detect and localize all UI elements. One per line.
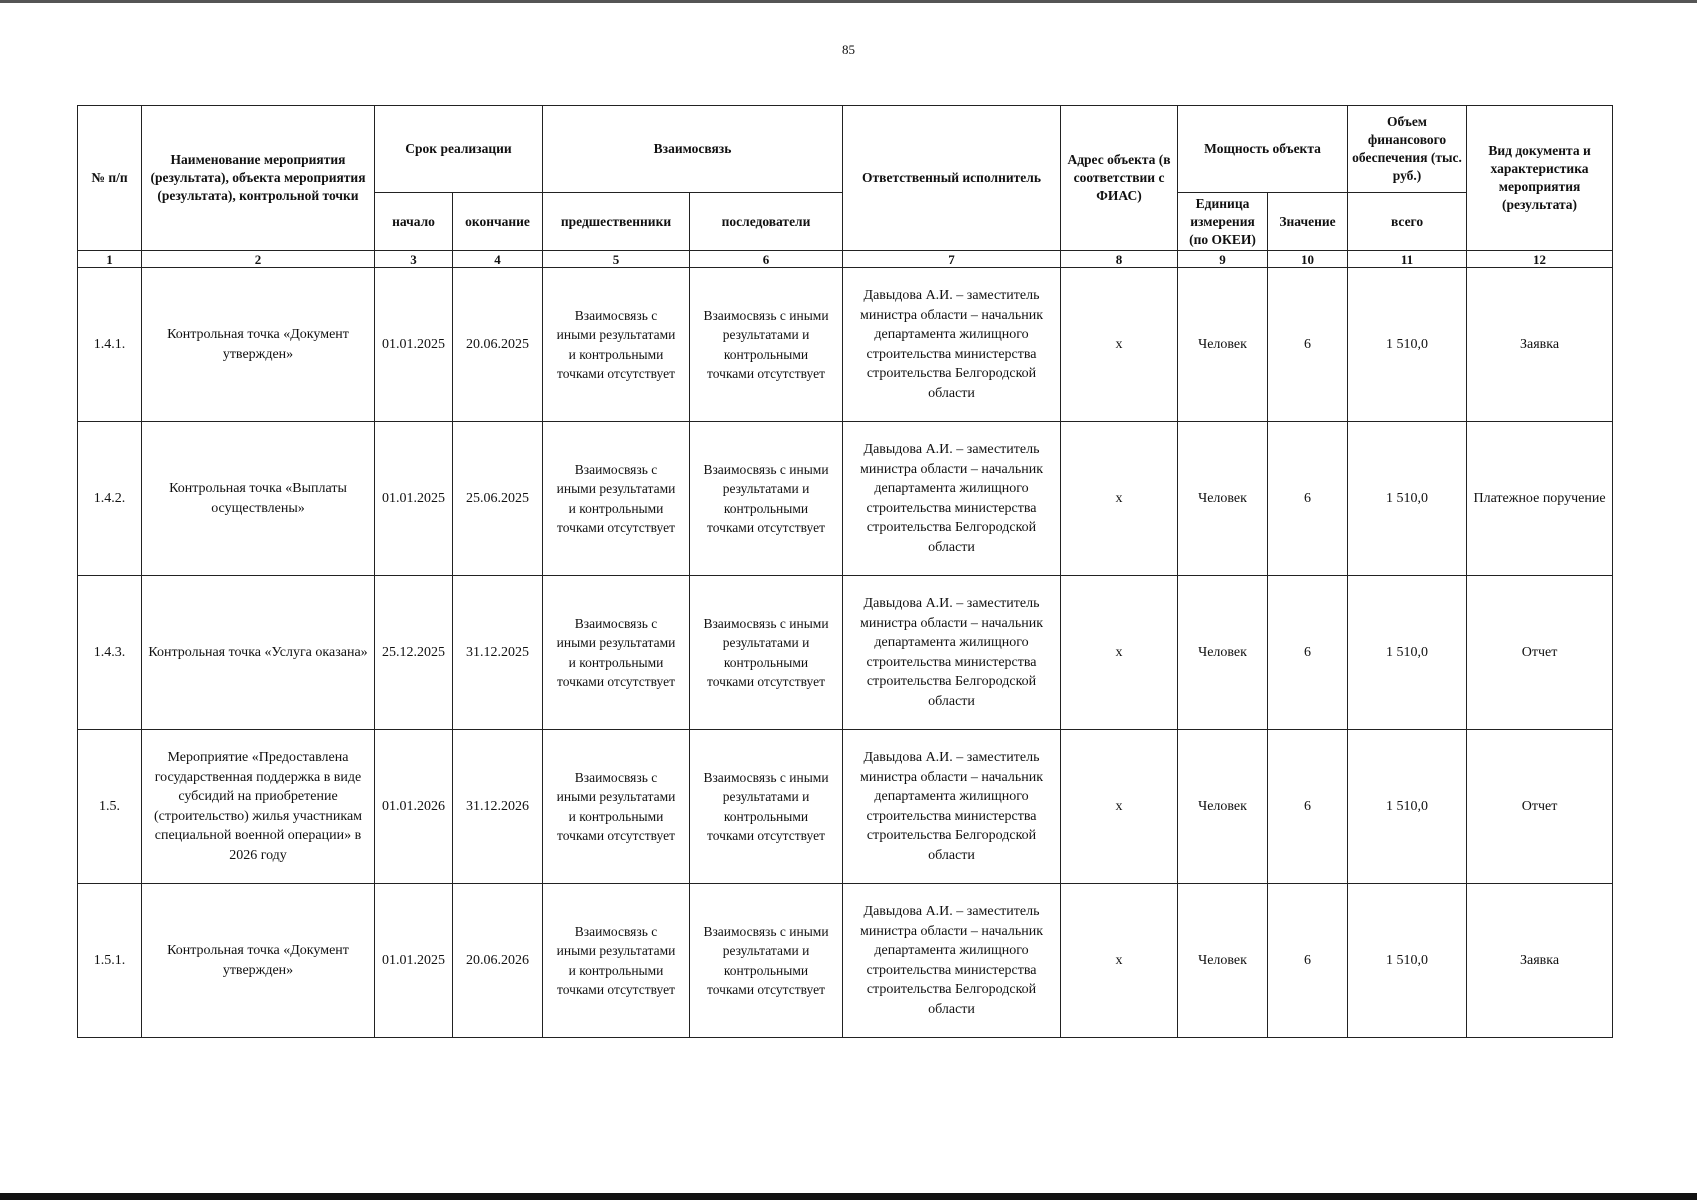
row-value: 6 (1268, 884, 1348, 1038)
row-successors-line: Взаимосвязь с иными (703, 307, 829, 323)
row-successors-line: контрольными (723, 962, 809, 978)
row-predecessors-line: точками отсутствует (557, 366, 675, 381)
row-responsible: Давыдова А.И. – заместитель министра области – начальник департамента жилищного строительства министерства строительства Белгородской области (843, 576, 1061, 730)
top-border-line (0, 0, 1697, 3)
row-start-date: 25.12.2025 (375, 576, 453, 730)
row-name: Контрольная точка «Документ утвержден» (142, 884, 375, 1038)
row-successors-line: результатами и (722, 327, 810, 342)
row-address: x (1061, 268, 1178, 422)
table-row (78, 576, 1613, 730)
row-name: Контрольная точка «Документ утвержден» (142, 268, 375, 422)
table-row (78, 884, 1613, 1038)
row-predecessors-line: иными результатами (556, 635, 676, 650)
row-responsible: Давыдова А.И. – заместитель министра области – начальник департамента жилищного строительства министерства строительства Белгородской области (843, 884, 1061, 1038)
row-successors-line: контрольными (723, 346, 809, 362)
row-successors-line: Взаимосвязь с иными (703, 923, 829, 939)
row-doc-type: Платежное поручение (1467, 422, 1613, 576)
plan-table (77, 105, 1613, 1038)
row-predecessors-line: и контрольными (568, 500, 664, 516)
header-address: Адрес объекта (в соответствии с ФИАС) (1061, 106, 1178, 251)
header-doc-type: Вид документа и характеристика мероприятия (результата) (1467, 106, 1613, 251)
column-number: 10 (1268, 251, 1348, 268)
row-predecessors (543, 884, 690, 1038)
row-responsible: Давыдова А.И. – заместитель министра области – начальник департамента жилищного строительства министерства строительства Белгородской области (843, 268, 1061, 422)
header-finance-total: всего (1348, 193, 1467, 251)
row-successors-line: Взаимосвязь с иными (703, 769, 829, 785)
row-successors-line: точками отсутствует (707, 366, 825, 381)
row-value: 6 (1268, 576, 1348, 730)
column-number: 8 (1061, 251, 1178, 268)
row-end-date: 31.12.2025 (453, 576, 543, 730)
row-address: x (1061, 576, 1178, 730)
row-successors (690, 730, 843, 884)
row-responsible: Давыдова А.И. – заместитель министра области – начальник департамента жилищного строительства министерства строительства Белгородской области (843, 422, 1061, 576)
header-finance: Объем финансового обеспечения (тыс. руб.) (1348, 106, 1467, 193)
row-successors-line: точками отсутствует (707, 520, 825, 535)
row-successors (690, 576, 843, 730)
bottom-border-bar (0, 1193, 1697, 1200)
row-end-date: 31.12.2026 (453, 730, 543, 884)
row-unit: Человек (1178, 268, 1268, 422)
header-num: № п/п (78, 106, 142, 251)
column-number: 3 (375, 251, 453, 268)
row-predecessors-line: иными результатами (556, 481, 676, 496)
row-address: x (1061, 884, 1178, 1038)
row-predecessors-line: точками отсутствует (557, 520, 675, 535)
table-row (78, 422, 1613, 576)
row-responsible: Давыдова А.И. – заместитель министра области – начальник департамента жилищного строительства министерства строительства Белгородской области (843, 730, 1061, 884)
row-finance-total: 1 510,0 (1348, 884, 1467, 1038)
column-number: 2 (142, 251, 375, 268)
row-address: x (1061, 422, 1178, 576)
row-finance-total: 1 510,0 (1348, 268, 1467, 422)
row-predecessors-line: и контрольными (568, 654, 664, 670)
row-end-date: 20.06.2026 (453, 884, 543, 1038)
column-number: 7 (843, 251, 1061, 268)
row-predecessors-line: точками отсутствует (557, 674, 675, 689)
column-number: 4 (453, 251, 543, 268)
row-predecessors-line: Взаимосвязь с (574, 461, 658, 477)
row-successors-line: точками отсутствует (707, 982, 825, 997)
row-successors (690, 268, 843, 422)
row-successors (690, 884, 843, 1038)
row-unit: Человек (1178, 576, 1268, 730)
row-start-date: 01.01.2026 (375, 730, 453, 884)
header-successors: последователи (690, 193, 843, 251)
row-predecessors-line: и контрольными (568, 808, 664, 824)
header-capacity: Мощность объекта (1178, 106, 1348, 193)
row-predecessors (543, 576, 690, 730)
row-predecessors (543, 730, 690, 884)
row-successors-line: Взаимосвязь с иными (703, 615, 829, 631)
header-unit: Единица измерения (по ОКЕИ) (1178, 193, 1268, 251)
row-successors (690, 422, 843, 576)
header-responsible: Ответственный исполнитель (843, 106, 1061, 251)
row-predecessors-line: точками отсутствует (557, 828, 675, 843)
header-relation: Взаимосвязь (543, 106, 843, 193)
row-successors-line: контрольными (723, 500, 809, 516)
row-finance-total: 1 510,0 (1348, 576, 1467, 730)
row-predecessors-line: Взаимосвязь с (574, 307, 658, 323)
row-unit: Человек (1178, 884, 1268, 1038)
row-successors-line: Взаимосвязь с иными (703, 461, 829, 477)
row-number: 1.4.1. (78, 268, 142, 422)
row-value: 6 (1268, 422, 1348, 576)
row-finance-total: 1 510,0 (1348, 422, 1467, 576)
row-predecessors-line: точками отсутствует (557, 982, 675, 997)
row-end-date: 25.06.2025 (453, 422, 543, 576)
row-predecessors-line: и контрольными (568, 962, 664, 978)
page-number: 85 (842, 42, 855, 57)
row-value: 6 (1268, 730, 1348, 884)
row-name: Контрольная точка «Выплаты осуществлены» (142, 422, 375, 576)
table-row (78, 268, 1613, 422)
row-unit: Человек (1178, 422, 1268, 576)
row-number: 1.5. (78, 730, 142, 884)
row-start-date: 01.01.2025 (375, 884, 453, 1038)
row-doc-type: Отчет (1467, 730, 1613, 884)
row-successors-line: контрольными (723, 808, 809, 824)
row-predecessors-line: иными результатами (556, 943, 676, 958)
column-number: 11 (1348, 251, 1467, 268)
row-successors-line: точками отсутствует (707, 674, 825, 689)
row-number: 1.5.1. (78, 884, 142, 1038)
row-name: Контрольная точка «Услуга оказана» (142, 576, 375, 730)
row-predecessors-line: иными результатами (556, 327, 676, 342)
row-number: 1.4.2. (78, 422, 142, 576)
header-predecessors: предшественники (543, 193, 690, 251)
row-doc-type: Отчет (1467, 576, 1613, 730)
row-predecessors-line: иными результатами (556, 789, 676, 804)
row-address: x (1061, 730, 1178, 884)
row-predecessors-line: Взаимосвязь с (574, 923, 658, 939)
column-number: 5 (543, 251, 690, 268)
row-predecessors (543, 268, 690, 422)
column-number: 9 (1178, 251, 1268, 268)
row-doc-type: Заявка (1467, 268, 1613, 422)
row-name: Мероприятие «Предоставлена государственная поддержка в виде субсидий на приобретение (строительство) жилья участникам специальной военной операции» в 2026 году (142, 730, 375, 884)
column-number: 1 (78, 251, 142, 268)
row-successors-line: контрольными (723, 654, 809, 670)
column-numbers-row (78, 251, 1613, 268)
row-successors-line: результатами и (722, 789, 810, 804)
row-predecessors-line: Взаимосвязь с (574, 769, 658, 785)
row-predecessors-line: Взаимосвязь с (574, 615, 658, 631)
column-number: 6 (690, 251, 843, 268)
header-name: Наименование мероприятия (результата), объекта мероприятия (результата), контрольной точки (142, 106, 375, 251)
row-finance-total: 1 510,0 (1348, 730, 1467, 884)
row-start-date: 01.01.2025 (375, 268, 453, 422)
table-row (78, 730, 1613, 884)
row-number: 1.4.3. (78, 576, 142, 730)
row-unit: Человек (1178, 730, 1268, 884)
row-successors-line: результатами и (722, 481, 810, 496)
column-number: 12 (1467, 251, 1613, 268)
row-doc-type: Заявка (1467, 884, 1613, 1038)
row-successors-line: точками отсутствует (707, 828, 825, 843)
header-start: начало (375, 193, 453, 251)
row-start-date: 01.01.2025 (375, 422, 453, 576)
row-value: 6 (1268, 268, 1348, 422)
header-period: Срок реализации (375, 106, 543, 193)
row-predecessors (543, 422, 690, 576)
row-successors-line: результатами и (722, 635, 810, 650)
row-predecessors-line: и контрольными (568, 346, 664, 362)
row-end-date: 20.06.2025 (453, 268, 543, 422)
row-successors-line: результатами и (722, 943, 810, 958)
header-value: Значение (1268, 193, 1348, 251)
header-end: окончание (453, 193, 543, 251)
